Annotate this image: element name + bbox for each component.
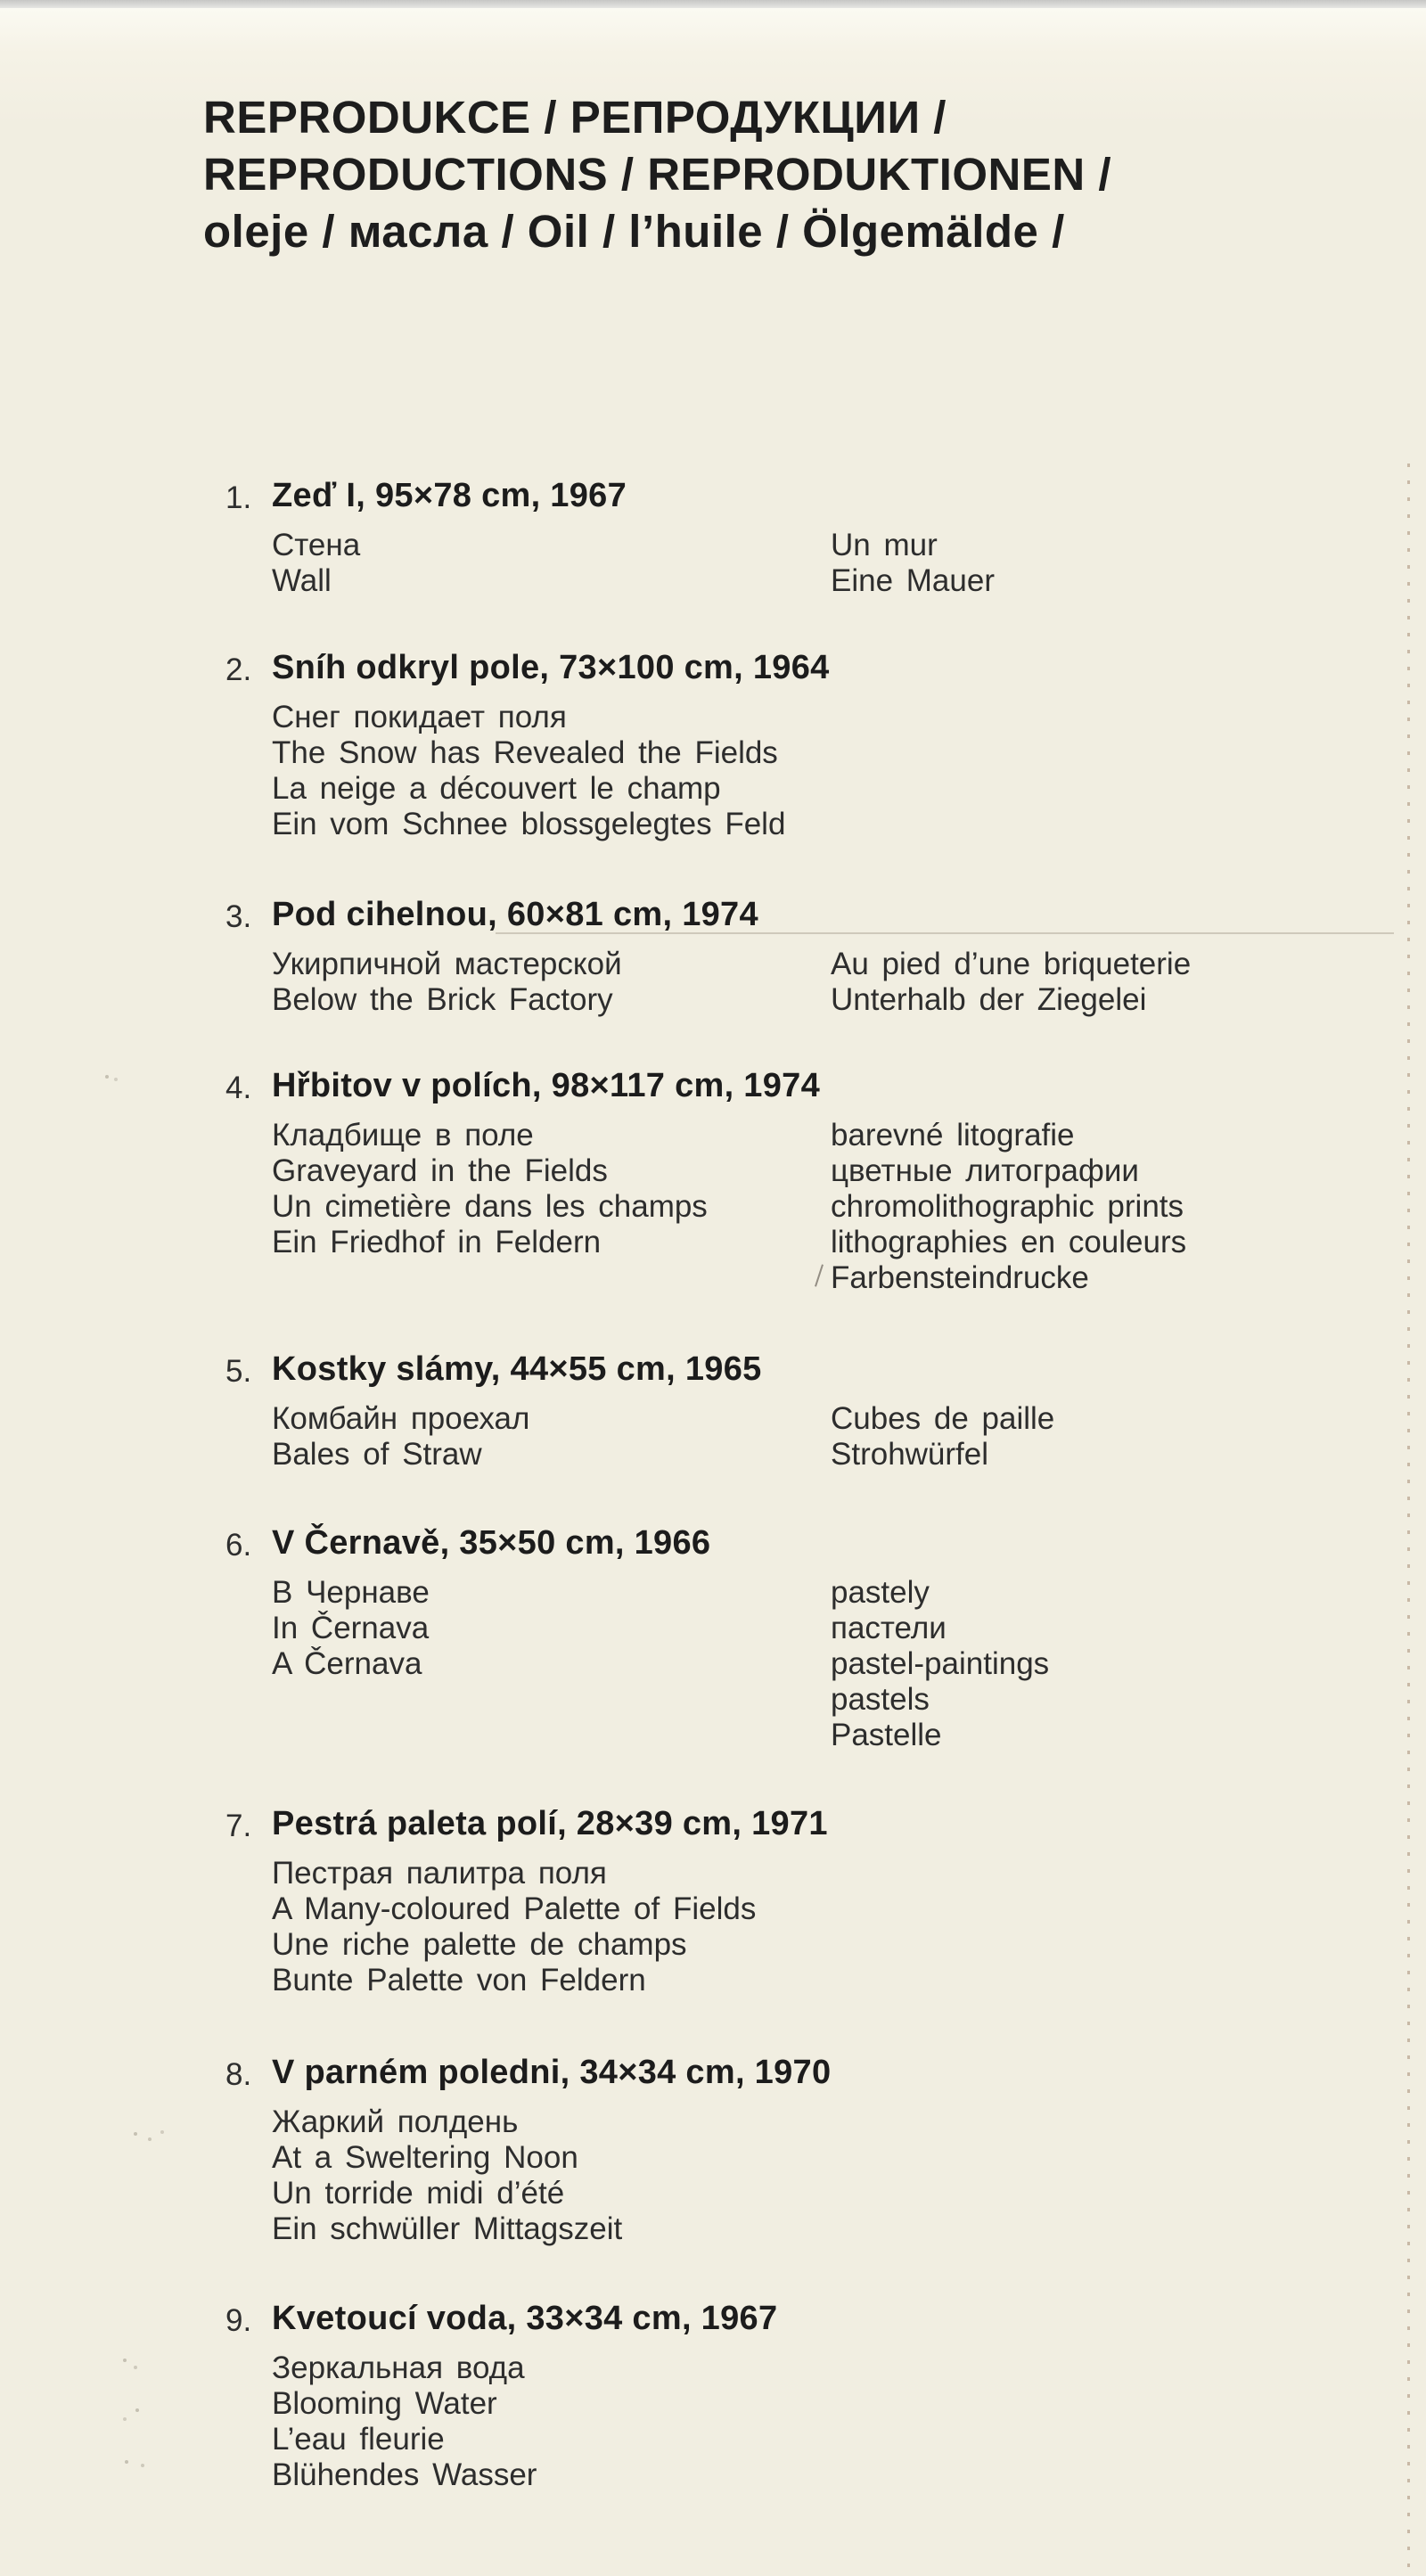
scan-artifact <box>123 2359 127 2362</box>
item-translations-left <box>272 700 785 842</box>
item-number: 8. <box>225 2057 252 2092</box>
item-translations-left <box>272 947 622 1018</box>
scan-scratch-line <box>496 932 1394 934</box>
stray-slash-mark <box>815 1264 824 1286</box>
item-translations-right <box>831 528 995 599</box>
header-line-2: REPRODUCTIONS / REPRODUKTIONEN / <box>203 149 1112 200</box>
scan-artifact <box>134 2132 137 2136</box>
translation-line: pastels <box>831 1682 930 1717</box>
item-title: Zeď I, 95×78 cm, 1967 <box>272 477 627 514</box>
item-translations-left <box>272 1856 756 1998</box>
translation-line: Une riche palette de champs <box>272 1927 687 1962</box>
header-line-1: REPRODUKCE / РЕПРОДУКЦИИ / <box>203 92 947 143</box>
translation-line: Below the Brick Factory <box>272 982 613 1017</box>
translation-line: The Snow has Revealed the Fields <box>272 735 778 770</box>
translation-line: chromolithographic prints <box>831 1189 1184 1224</box>
translation-line: barevné litografie <box>831 1118 1075 1153</box>
translation-line: Зеркальная вода <box>272 2350 525 2385</box>
translation-line: Кладбище в поле <box>272 1118 534 1153</box>
item-title: Sníh odkryl pole, 73×100 cm, 1964 <box>272 649 830 686</box>
item-title: Kostky slámy, 44×55 cm, 1965 <box>272 1350 762 1388</box>
translation-line: Blühendes Wasser <box>272 2457 537 2492</box>
translation-line: Au pied d’une briqueterie <box>831 947 1192 981</box>
translation-line: La neige a découvert le champ <box>272 771 721 806</box>
translation-line: Ein vom Schnee blossgelegtes Feld <box>272 807 786 841</box>
translation-line: пастели <box>831 1611 947 1645</box>
item-translations-left <box>272 2104 622 2247</box>
item-number: 6. <box>225 1528 252 1563</box>
translation-line: Пестрая палитра поля <box>272 1856 607 1891</box>
item-translations-right <box>831 1118 1186 1296</box>
translation-line: Стена <box>272 528 361 562</box>
translation-line: Bunte Palette von Feldern <box>272 1963 646 1998</box>
item-translations-left <box>272 1118 708 1260</box>
page-header <box>203 89 1111 260</box>
translation-line: In Černava <box>272 1611 430 1645</box>
item-translations-left <box>272 1575 430 1682</box>
item-number: 5. <box>225 1354 252 1389</box>
item-number: 4. <box>225 1071 252 1105</box>
translation-line: Ein schwüller Mittagszeit <box>272 2211 623 2246</box>
translation-line: Un torride midi d’été <box>272 2176 565 2211</box>
translation-line: В Чернаве <box>272 1575 430 1610</box>
translation-line: Укирпичной мастерской <box>272 947 622 981</box>
translation-line: Снег покидает поля <box>272 700 567 734</box>
item-translations-left <box>272 528 360 599</box>
translation-line: Комбайн проехал <box>272 1401 530 1436</box>
translation-line: pastely <box>831 1575 930 1610</box>
item-translations-left <box>272 1401 529 1473</box>
item-title: Hřbitov v polích, 98×117 cm, 1974 <box>272 1067 821 1104</box>
translation-line: A Many-coloured Palette of Fields <box>272 1891 757 1926</box>
item-title: V parném poledni, 34×34 cm, 1970 <box>272 2054 832 2091</box>
header-line-3: oleje / масла / Oil / l’huile / Ölgemälde / <box>203 206 1065 257</box>
translation-line: At a Sweltering Noon <box>272 2140 578 2175</box>
scan-artifact <box>105 1075 109 1079</box>
translation-line: Farbensteindrucke <box>831 1260 1089 1295</box>
translation-line: Unterhalb der Ziegelei <box>831 982 1147 1017</box>
scan-artifact <box>125 2460 128 2464</box>
translation-line: L’eau fleurie <box>272 2422 445 2457</box>
item-number: 7. <box>225 1809 252 1843</box>
translation-line: Жаркий полдень <box>272 2104 519 2139</box>
item-title: Kvetoucí voda, 33×34 cm, 1967 <box>272 2300 778 2337</box>
item-title: V Černavě, 35×50 cm, 1966 <box>272 1524 711 1562</box>
item-translations-right <box>831 1575 1049 1753</box>
translation-line: Blooming Water <box>272 2386 497 2421</box>
item-translations-right <box>831 947 1191 1018</box>
translation-line: Ein Friedhof in Feldern <box>272 1225 602 1259</box>
item-translations-right <box>831 1401 1054 1473</box>
translation-line: pastel-paintings <box>831 1646 1050 1681</box>
item-title: Pestrá paleta polí, 28×39 cm, 1971 <box>272 1805 828 1842</box>
translation-line: Cubes de paille <box>831 1401 1055 1436</box>
item-number: 1. <box>225 480 252 515</box>
item-title: Pod cihelnou, 60×81 cm, 1974 <box>272 896 758 933</box>
translation-line: Graveyard in the Fields <box>272 1153 608 1188</box>
translation-line: Bales of Straw <box>272 1437 482 1472</box>
scan-artifact <box>135 2408 139 2412</box>
item-number: 3. <box>225 899 252 934</box>
translation-line: Un cimetière dans les champs <box>272 1189 708 1224</box>
item-number: 2. <box>225 652 252 687</box>
translation-line: lithographies en couleurs <box>831 1225 1187 1259</box>
translation-line: цветные литографии <box>831 1153 1139 1188</box>
translation-line: Wall <box>272 563 332 598</box>
page-fold-dotted-line <box>1407 464 1410 2576</box>
scan-edge <box>0 0 1426 8</box>
translation-line: Un mur <box>831 528 938 562</box>
item-number: 9. <box>225 2303 252 2338</box>
translation-line: Eine Mauer <box>831 563 995 598</box>
translation-line: Pastelle <box>831 1718 942 1752</box>
item-translations-left <box>272 2350 537 2493</box>
translation-line: A Černava <box>272 1646 422 1681</box>
translation-line: Strohwürfel <box>831 1437 989 1472</box>
